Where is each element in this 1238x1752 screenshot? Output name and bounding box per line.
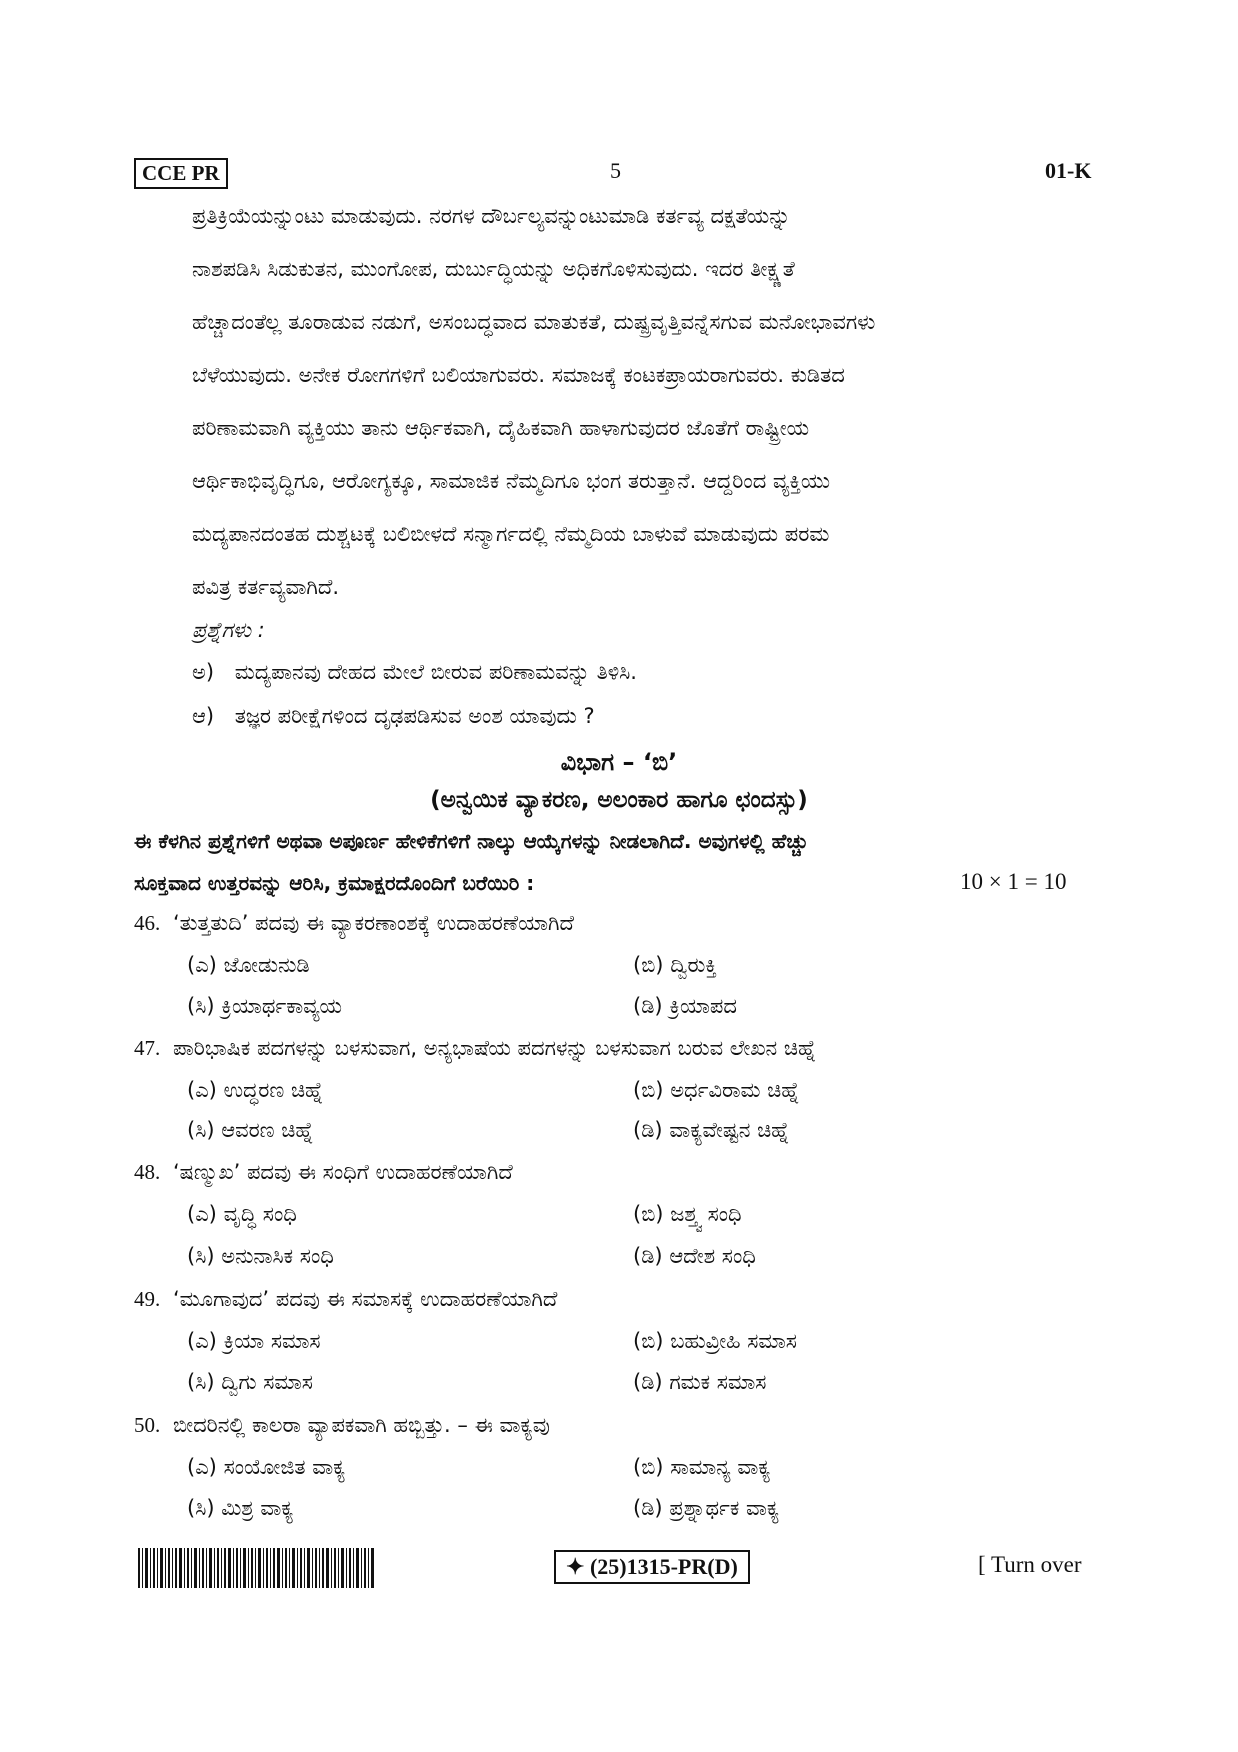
barcode [138, 1548, 378, 1588]
mcq-question [134, 1036, 816, 1061]
question-text: ಪಾರಿಭಾಷಿಕ ಪದಗಳನ್ನು ಬಳಸುವಾಗ, ಅನ್ಯಭಾಷೆಯ ಪದಗಳನ್ನು ಬಳಸುವಾಗ ಬರುವ ಲೇಖನ ಚಿಹ್ನೆ [172, 1036, 817, 1060]
option-text: ದ್ವಿಗು ಸಮಾಸ [221, 1370, 313, 1394]
option-text: ಗಮಕ ಸಮಾಸ [669, 1370, 767, 1394]
section-instruction: ಸೂಕ್ತವಾದ ಉತ್ತರವನ್ನು ಆರಿಸಿ, ಕ್ರಮಾಕ್ಷರದೊಂದಿಗೆ ಬರೆಯಿರಿ : [134, 871, 535, 895]
option [633, 1329, 797, 1354]
option-marker: (ಎ) [187, 953, 217, 977]
paper-series-code [554, 1550, 750, 1584]
option [633, 1455, 771, 1480]
section-instruction: ಈ ಕೆಳಗಿನ ಪ್ರಶ್ನೆಗಳಿಗೆ ಅಥವಾ ಅಪೂರ್ಣ ಹೇಳಿಕೆಗಳಿಗೆ ನಾಲ್ಕು ಆಯ್ಕೆಗಳನ್ನು ನೀಡಲಾಗಿದೆ. ಅವುಗಳಲ್ಲಿ ಹೆಚ್ಚು [134, 829, 809, 853]
option [633, 1370, 766, 1395]
option-marker: (ಎ) [187, 1202, 217, 1226]
option [633, 1202, 742, 1227]
option-text: ಜಶ್ತ್ವ ಸಂಧಿ [670, 1202, 742, 1226]
passage-question [192, 660, 637, 685]
option-marker: (ಡಿ) [633, 1244, 663, 1268]
mcq-question [134, 1413, 550, 1438]
question-text: ‘ಮೂಗಾವುದ’ ಪದವು ಈ ಸಮಾಸಕ್ಕೆ ಉದಾಹರಣೆಯಾಗಿದೆ [172, 1287, 558, 1311]
section-marks: 10 × 1 = 10 [960, 869, 1067, 894]
option-marker: (ಸಿ) [187, 1118, 215, 1142]
option-marker: (ಬಿ) [633, 1329, 664, 1353]
passage-line: ಮದ್ಯಪಾನದಂತಹ ದುಶ್ಚಟಕ್ಕೆ ಬಲಿಬೀಳದೆ ಸನ್ಮಾರ್ಗದಲ್ಲಿ ನೆಮ್ಮದಿಯ ಬಾಳುವೆ ಮಾಡುವುದು ಪರಮ [192, 522, 830, 546]
paper-code: 01-K [1045, 158, 1092, 183]
option [187, 1078, 323, 1103]
question-number: 49. [134, 1287, 161, 1311]
question-marker: ಆ) [192, 704, 215, 728]
option-marker: (ಸಿ) [187, 994, 215, 1018]
option [633, 1078, 800, 1103]
section-subtitle: (ಅನ್ವಯಿಕ ವ್ಯಾಕರಣ, ಅಲಂಕಾರ ಹಾಗೂ ಛಂದಸ್ಸು) [430, 787, 808, 813]
option [633, 1496, 779, 1521]
option-text: ಆವರಣ ಚಿಹ್ನೆ [221, 1118, 314, 1142]
option [633, 1118, 789, 1143]
option-marker: (ಬಿ) [633, 1078, 664, 1102]
question-text: ತಜ್ಞರ ಪರೀಕ್ಷೆಗಳಿಂದ ದೃಢಪಡಿಸುವ ಅಂಶ ಯಾವುದು ? [234, 704, 595, 728]
mcq-question [134, 911, 574, 936]
passage-line: ಬೆಳೆಯುವುದು. ಅನೇಕ ರೋಗಗಳಿಗೆ ಬಲಿಯಾಗುವರು. ಸಮಾಜಕ್ಕೆ ಕಂಟಕಪ್ರಾಯರಾಗುವರು. ಕುಡಿತದ [192, 363, 845, 387]
passage-question [192, 704, 595, 729]
page-number: 5 [610, 158, 621, 183]
option [187, 1496, 294, 1521]
option-marker: (ಸಿ) [187, 1370, 215, 1394]
option-text: ಪ್ರಶ್ನಾರ್ಥಕ ವಾಕ್ಯ [669, 1496, 780, 1520]
option-text: ಉದ್ಧರಣ ಚಿಹ್ನೆ [223, 1078, 324, 1102]
option-text: ವಾಕ್ಯವೇಷ್ಟನ ಚಿಹ್ನೆ [669, 1118, 790, 1142]
option [187, 1244, 334, 1269]
passage [192, 190, 1120, 614]
passage-line: ಆರ್ಥಿಕಾಭಿವೃದ್ಧಿಗೂ, ಆರೋಗ್ಯಕ್ಕೂ, ಸಾಮಾಜಿಕ ನೆಮ್ಮದಿಗೂ ಭಂಗ ತರುತ್ತಾನೆ. ಆದ್ದರಿಂದ ವ್ಯಕ್ತಿಯು [192, 469, 831, 493]
section-title: ವಿಭಾಗ – ‘ಬಿ’ [560, 748, 678, 776]
option-marker: (ಬಿ) [633, 953, 664, 977]
series-code-text: (25)1315-PR(D) [589, 1554, 738, 1579]
option-marker: (ಬಿ) [633, 1455, 664, 1479]
option-marker: (ಎ) [187, 1329, 217, 1353]
question-marker: ಅ) [192, 660, 215, 684]
passage-line: ಹೆಚ್ಚಾದಂತೆಲ್ಲ ತೂರಾಡುವ ನಡುಗೆ, ಅಸಂಬದ್ಧವಾದ ಮಾತುಕತೆ, ದುಷ್ಪ್ರವೃತ್ತಿವನ್ನೆಸಗುವ ಮನೋಭಾವಗಳು [192, 310, 876, 334]
option-text: ಮಿಶ್ರ ವಾಕ್ಯ [221, 1496, 294, 1520]
option-text: ಸಾಮಾನ್ಯ ವಾಕ್ಯ [670, 1455, 771, 1479]
option-text: ಅನುನಾಸಿಕ ಸಂಧಿ [221, 1244, 334, 1268]
passage-line: ಪವಿತ್ರ ಕರ್ತವ್ಯವಾಗಿದೆ. [192, 575, 339, 599]
option [187, 1329, 321, 1354]
question-number: 47. [134, 1036, 161, 1060]
option-text: ಜೋಡುನುಡಿ [223, 953, 310, 977]
option-marker: (ಡಿ) [633, 1370, 663, 1394]
question-number: 50. [134, 1413, 161, 1437]
option-marker: (ಸಿ) [187, 1496, 215, 1520]
option [633, 994, 737, 1019]
option-marker: (ಎ) [187, 1078, 217, 1102]
question-text: ಬೀದರಿನಲ್ಲಿ ಕಾಲರಾ ವ್ಯಾಪಕವಾಗಿ ಹಬ್ಬಿತ್ತು. – ಈ ವಾಕ್ಯವು [172, 1413, 550, 1437]
passage-line: ನಾಶಪಡಿಸಿ ಸಿಡುಕುತನ, ಮುಂಗೋಪ, ದುರ್ಬುದ್ಧಿಯನ್ನು ಅಧಿಕಗೊಳಿಸುವುದು. ಇದರ ತೀಕ್ಷ್ಣತೆ [192, 257, 795, 281]
star-icon: ✦ [566, 1554, 585, 1579]
option-text: ಬಹುವ್ರೀಹಿ ಸಮಾಸ [670, 1329, 797, 1353]
option-marker: (ಡಿ) [633, 1118, 663, 1142]
option [633, 953, 717, 978]
turn-over-label: [ Turn over [978, 1552, 1082, 1577]
option-text: ಕ್ರಿಯಾ ಸಮಾಸ [223, 1329, 321, 1353]
option-marker: (ಡಿ) [633, 994, 663, 1018]
question-number: 46. [134, 911, 161, 935]
option-text: ಕ್ರಿಯಾರ್ಥಕಾವ್ಯಯ [221, 994, 343, 1018]
option-text: ವೃದ್ಧಿ ಸಂಧಿ [223, 1202, 297, 1226]
question-text: ಮದ್ಯಪಾನವು ದೇಹದ ಮೇಲೆ ಬೀರುವ ಪರಿಣಾಮವನ್ನು ತಿಳಿಸಿ. [234, 660, 637, 684]
option-text: ಆದೇಶ ಸಂಧಿ [669, 1244, 756, 1268]
option-marker: (ಎ) [187, 1455, 217, 1479]
option-text: ಅರ್ಧವಿರಾಮ ಚಿಹ್ನೆ [670, 1078, 800, 1102]
option [187, 953, 310, 978]
option [633, 1244, 756, 1269]
questions-label: ಪ್ರಶ್ನೆಗಳು : [192, 618, 265, 642]
passage-line: ಪ್ರತಿಕ್ರಿಯೆಯನ್ನುಂಟು ಮಾಡುವುದು. ನರಗಳ ದೌರ್ಬಲ್ಯವನ್ನುಂಟುಮಾಡಿ ಕರ್ತವ್ಯ ದಕ್ಷತೆಯನ್ನು [192, 204, 791, 228]
mcq-question [134, 1160, 513, 1185]
option-marker: (ಬಿ) [633, 1202, 664, 1226]
mcq-question [134, 1287, 557, 1312]
option [187, 1370, 313, 1395]
question-text: ‘ತುತ್ತತುದಿ’ ಪದವು ಈ ವ್ಯಾಕರಣಾಂಶಕ್ಕೆ ಉದಾಹರಣೆಯಾಗಿದೆ [172, 911, 574, 935]
question-text: ‘ಷಣ್ಮುಖ’ ಪದವು ಈ ಸಂಧಿಗೆ ಉದಾಹರಣೆಯಾಗಿದೆ [172, 1160, 513, 1184]
passage-line: ಪರಿಣಾಮವಾಗಿ ವ್ಯಕ್ತಿಯು ತಾನು ಆರ್ಥಿಕವಾಗಿ, ದೈಹಿಕವಾಗಿ ಹಾಳಾಗುವುದರ ಜೊತೆಗೆ ರಾಷ್ಟ್ರೀಯ [192, 416, 810, 440]
option-marker: (ಸಿ) [187, 1244, 215, 1268]
header-box-label: CCE PR [134, 158, 228, 189]
question-number: 48. [134, 1160, 161, 1184]
option-text: ದ್ವಿರುಕ್ತಿ [670, 953, 717, 977]
option-marker: (ಡಿ) [633, 1496, 663, 1520]
option [187, 1118, 314, 1143]
option [187, 1202, 297, 1227]
option-text: ಕ್ರಿಯಾಪದ [669, 994, 737, 1018]
option [187, 1455, 346, 1480]
option-text: ಸಂಯೋಜಿತ ವಾಕ್ಯ [223, 1455, 346, 1479]
option [187, 994, 342, 1019]
